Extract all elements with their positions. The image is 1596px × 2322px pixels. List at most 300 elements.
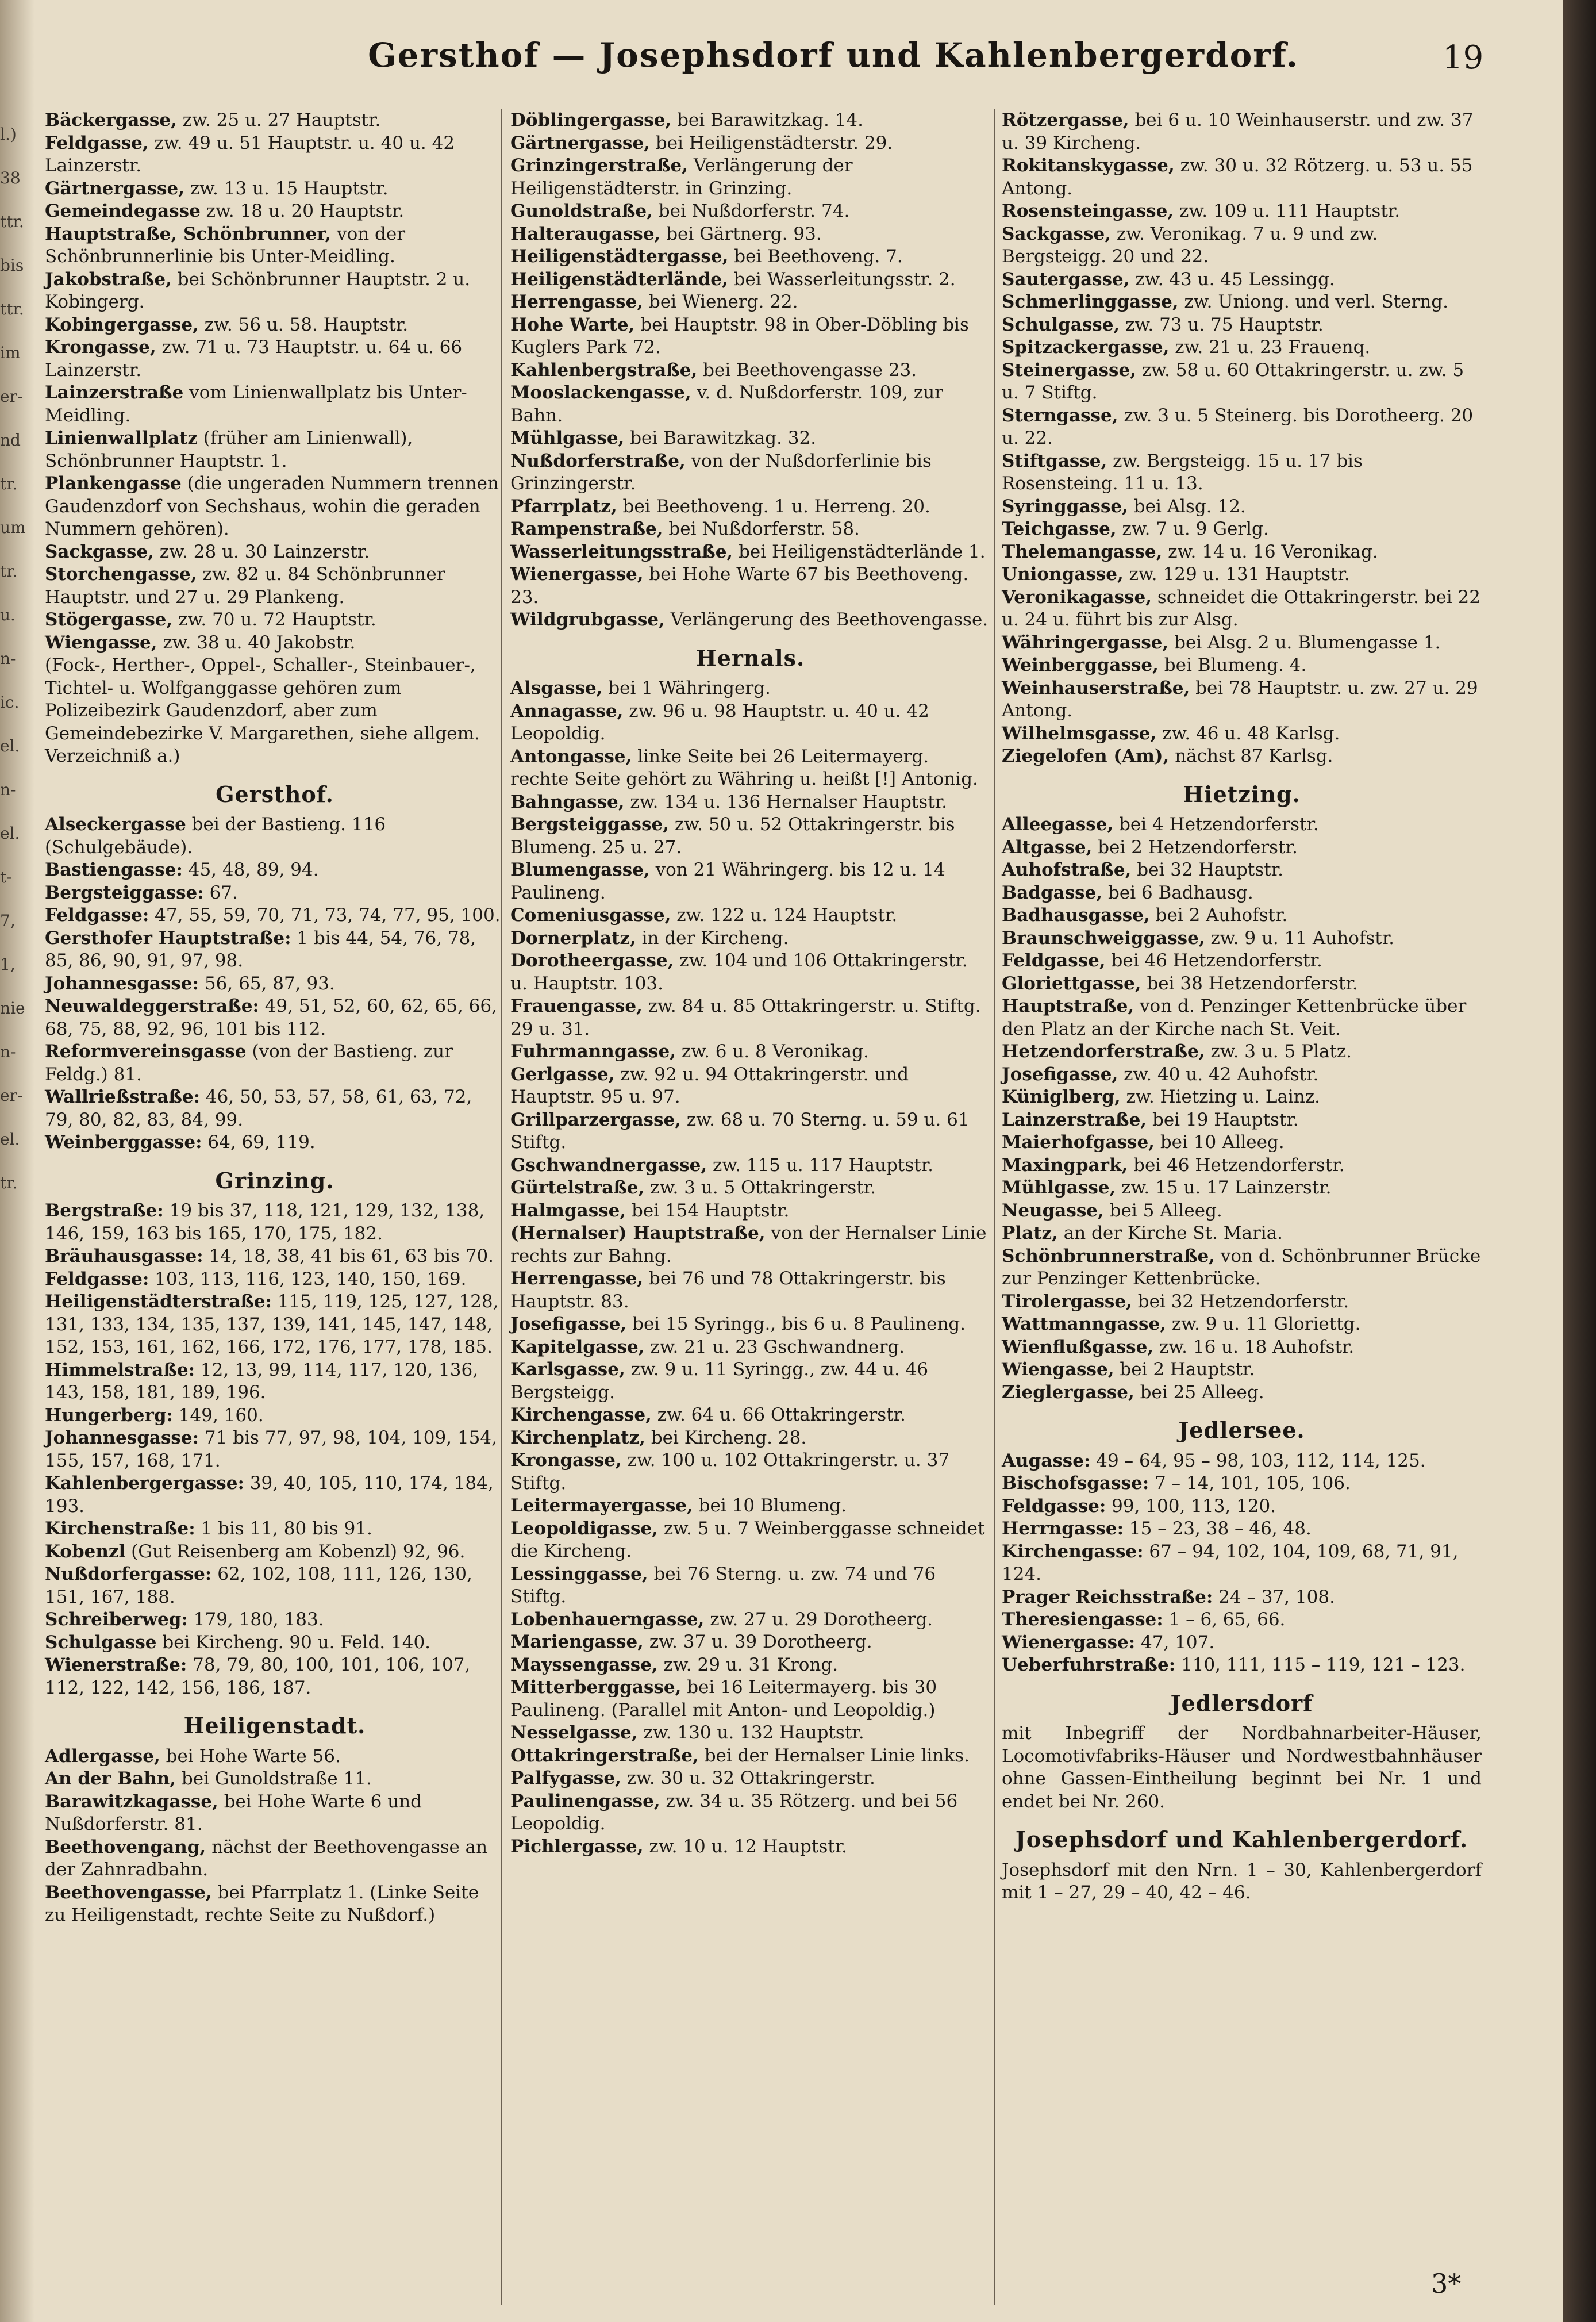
- street-location: zw. 40 u. 42 Auhofstr.: [1118, 1064, 1319, 1085]
- index-entry: [45, 178, 505, 201]
- street-name: Kapitelgasse,: [510, 1336, 645, 1357]
- street-location: zw. 96 u. 98 Hauptstr. u. 40 u. 42 Leopoldig.: [510, 700, 929, 744]
- street-location: bei Hauptstr. 98 in Ober-Döbling bis Kuglers Park 72.: [510, 314, 969, 358]
- street-location: zw. 3 u. 5 Ottakringerstr.: [644, 1177, 876, 1198]
- street-location: von der Schönbrunnerlinie bis Unter-Meidling.: [45, 223, 406, 267]
- street-name: Thelemangasse,: [1002, 541, 1163, 562]
- street-name: Feldgasse,: [45, 132, 149, 153]
- street-location: bei 5 Alleeg.: [1103, 1200, 1222, 1221]
- street-location: bei Heiligenstädterstr. 29.: [650, 132, 893, 153]
- street-name: Feldgasse:: [45, 905, 149, 926]
- street-location: 49 – 64, 95 – 98, 103, 112, 114, 125.: [1090, 1450, 1426, 1471]
- street-name: Kirchenplatz,: [510, 1427, 645, 1448]
- section-title-gersthof: Gersthof.: [216, 781, 334, 807]
- street-location: 47, 55, 59, 70, 71, 73, 74, 77, 95, 100.: [149, 905, 501, 926]
- street-name: Nußdorferstraße,: [510, 450, 686, 471]
- index-entry: [510, 1654, 990, 1677]
- index-entry: [45, 654, 505, 768]
- street-location: zw. 115 u. 117 Hauptstr.: [707, 1154, 933, 1176]
- index-entry: [1002, 1654, 1482, 1677]
- street-location: bei 4 Hetzendorferstr.: [1113, 814, 1319, 835]
- index-entry: [510, 791, 990, 814]
- street-name: Gschwandnergasse,: [510, 1154, 707, 1176]
- street-location: 78, 79, 80, 100, 101, 106, 107, 112, 122, 142, 156, 186, 187.: [45, 1655, 471, 1698]
- index-entry: [45, 314, 505, 337]
- index-entry: [510, 1518, 990, 1563]
- street-location: bei Kircheng. 28.: [645, 1427, 807, 1448]
- street-location: 12, 13, 99, 114, 117, 120, 136, 143, 158, 181, 189, 196.: [45, 1359, 479, 1403]
- street-location: zw. 5 u. 7 Weinberggasse schneidet die Kircheng.: [510, 1518, 985, 1561]
- street-name: Krongasse,: [510, 1450, 622, 1471]
- street-location: bei 2 Auhofstr.: [1149, 905, 1288, 926]
- street-location: zw. 82 u. 84 Schönbrunner Hauptstr. und 27 u. 29 Plankeng.: [45, 564, 445, 608]
- street-location: zw. 43 u. 45 Lessingg.: [1129, 268, 1335, 290]
- index-entry: [45, 1654, 505, 1699]
- index-entry: [45, 1291, 505, 1359]
- index-entry: [1002, 1450, 1482, 1473]
- street-name: Schulgasse: [45, 1632, 157, 1653]
- street-name: Kobenzl: [45, 1541, 126, 1562]
- street-location: zw. 7 u. 9 Gerlg.: [1116, 519, 1269, 539]
- street-name: Badhausgasse,: [1002, 905, 1150, 926]
- index-entry: [510, 1336, 990, 1359]
- index-entry: [45, 1268, 505, 1291]
- left-margin-fragments: [0, 125, 26, 1219]
- index-entry: [510, 200, 990, 223]
- street-name: Auhofstraße,: [1002, 859, 1132, 880]
- index-entry: [45, 973, 505, 996]
- index-entry: [1002, 541, 1482, 564]
- index-entry: [1002, 1586, 1482, 1609]
- street-name: Weinberggasse,: [1002, 655, 1159, 676]
- street-name: Maxingpark,: [1002, 1154, 1128, 1176]
- margin-fragment: el.: [0, 824, 20, 843]
- index-entry: [510, 268, 990, 291]
- index-entry: [510, 1722, 990, 1745]
- street-location: 24 – 37, 108.: [1213, 1586, 1335, 1607]
- index-entry: [45, 859, 505, 882]
- josephsdorf-text: Josephsdorf mit den Nrn. 1 – 30, Kahlenbergerdorf mit 1 – 27, 29 – 40, 42 – 46.: [1002, 1859, 1482, 1903]
- street-name: Mühlgasse,: [1002, 1177, 1116, 1198]
- index-entry: [1002, 1177, 1482, 1200]
- index-entry: [1002, 1131, 1482, 1154]
- street-location: bei Beethoveng. 7.: [728, 246, 903, 267]
- street-location: zw. 3 u. 5 Platz.: [1205, 1041, 1352, 1062]
- column-1: [45, 109, 505, 1927]
- margin-fragment: el.: [0, 1130, 20, 1149]
- street-location: zw. 30 u. 32 Ottakringerstr.: [621, 1768, 875, 1788]
- street-name: Wienerstraße:: [45, 1655, 187, 1675]
- margin-fragment: n-: [0, 1042, 16, 1061]
- index-entry: [510, 1427, 990, 1450]
- street-name: Feldgasse:: [1002, 1495, 1106, 1517]
- margin-fragment: tr.: [0, 474, 18, 493]
- index-entry: [1002, 1291, 1482, 1314]
- index-entry: [1002, 1245, 1482, 1291]
- street-location: zw. 9 u. 11 Syringg., zw. 44 u. 46 Bergsteigg.: [510, 1359, 929, 1403]
- index-entry: [1002, 336, 1482, 359]
- street-name: Heiligenstädterlände,: [510, 268, 728, 290]
- margin-fragment: er-: [0, 1086, 23, 1105]
- street-location: 39, 40, 105, 110, 174, 184, 193.: [45, 1473, 494, 1517]
- index-entry: [510, 1404, 990, 1427]
- street-name: Wiengasse,: [45, 632, 157, 653]
- street-location: von d. Penzinger Kettenbrücke über den Platz an der Kirche nach St. Veit.: [1002, 996, 1467, 1039]
- street-name: Alsgasse,: [510, 678, 603, 698]
- street-location: zw. 18 u. 20 Hauptstr.: [200, 201, 405, 221]
- index-entry: [510, 995, 990, 1041]
- street-name: An der Bahn,: [45, 1768, 176, 1789]
- street-name: Bahngasse,: [510, 791, 625, 812]
- street-location: zw. 27 u. 29 Dorotheerg.: [704, 1609, 933, 1630]
- street-name: Halteraugasse,: [510, 223, 661, 244]
- street-name: Bergsteiggasse:: [45, 882, 204, 903]
- street-name: Schulgasse,: [1002, 314, 1120, 335]
- street-location: bei Gunoldstraße 11.: [176, 1768, 372, 1789]
- street-name: Mayssengasse,: [510, 1654, 658, 1675]
- street-name: Veronikagasse,: [1002, 586, 1152, 608]
- index-entry: [45, 132, 505, 178]
- street-name: Gärtnergasse,: [45, 178, 184, 199]
- street-location: (die ungeraden Nummern trennen Gaudenzdorf von Sechshaus, wohin die geraden Nummern gehören).: [45, 473, 499, 539]
- index-entry: [1002, 1154, 1482, 1177]
- index-entry: [45, 473, 505, 541]
- street-location: bei 10 Blumeng.: [693, 1495, 847, 1516]
- section-title-josephsdorf: Josephsdorf und Kahlenbergerdorf.: [1015, 1826, 1468, 1852]
- street-name: Hohe Warte,: [510, 314, 635, 335]
- street-location: bei 1 Währingerg.: [602, 678, 771, 698]
- index-entry: [45, 1359, 505, 1404]
- street-name: Leopoldigasse,: [510, 1518, 658, 1539]
- section-title-jedlersee: Jedlersee.: [1178, 1417, 1305, 1443]
- street-location: 49, 51, 52, 60, 62, 65, 66, 68, 75, 88, 92, 96, 101 bis 112.: [45, 996, 497, 1039]
- street-location: v. d. Nußdorferstr. 109, zur Bahn.: [510, 382, 943, 426]
- street-name: Storchengasse,: [45, 564, 197, 585]
- street-location: zw. 6 u. 8 Veronikag.: [676, 1041, 869, 1062]
- index-entry: [510, 1495, 990, 1518]
- jedlersee-entries: [1002, 1450, 1482, 1677]
- street-name: Ueberfuhrstraße:: [1002, 1655, 1176, 1675]
- street-name: Tirolergasse,: [1002, 1291, 1132, 1312]
- gersthof-entries: [45, 813, 505, 1154]
- street-location: zw. 58 u. 60 Ottakringerstr. u. zw. 5 u. 7 Stiftg.: [1002, 359, 1464, 403]
- index-entry: [1002, 813, 1482, 836]
- street-name: Schönbrunnerstraße,: [1002, 1245, 1215, 1266]
- street-location: zw. 21 u. 23 Frauenq.: [1169, 337, 1371, 358]
- street-location: von d. Schönbrunner Brücke zur Penzinger Kettenbrücke.: [1002, 1245, 1481, 1289]
- street-location: 1 – 6, 65, 66.: [1163, 1609, 1286, 1630]
- index-entry: [45, 336, 505, 382]
- index-entry: [45, 1791, 505, 1836]
- street-name: Mühlgasse,: [510, 428, 625, 448]
- street-name: Wasserleitungsstraße,: [510, 541, 733, 562]
- index-entry: [1002, 1518, 1482, 1541]
- street-location: bei Wasserleitungsstr. 2.: [728, 268, 956, 290]
- street-name: Weinhauserstraße,: [1002, 677, 1190, 698]
- street-name: Mitterberggasse,: [510, 1677, 682, 1698]
- street-name: Lobenhauerngasse,: [510, 1609, 705, 1630]
- street-location: zw. 10 u. 12 Hauptstr.: [643, 1836, 847, 1857]
- street-location: bei 32 Hetzendorferstr.: [1132, 1291, 1349, 1312]
- street-location: bei 16 Leitermayerg. bis 30 Paulineng. (Parallel mit Anton- und Leopoldig.): [510, 1677, 937, 1721]
- street-name: Wienflußgasse,: [1002, 1336, 1154, 1357]
- margin-fragment: n-: [0, 649, 16, 668]
- index-entry: [510, 1836, 990, 1859]
- margin-fragment: um: [0, 518, 26, 537]
- street-location: zw. 129 u. 131 Hauptstr.: [1123, 564, 1350, 585]
- street-location: 47, 107.: [1135, 1632, 1215, 1653]
- index-entry: [45, 1245, 505, 1268]
- index-entry: [45, 1882, 505, 1927]
- margin-fragment: l.): [0, 125, 17, 144]
- index-entry: [45, 904, 505, 927]
- street-name: Bäckergasse,: [45, 110, 177, 131]
- index-entry: [510, 1041, 990, 1064]
- street-name: Pfarrplatz,: [510, 496, 617, 517]
- street-name: Adlergasse,: [45, 1745, 160, 1767]
- index-entry: [1002, 1222, 1482, 1245]
- street-location: zw. 71 u. 73 Hauptstr. u. 64 u. 66 Lainzerstr.: [45, 337, 463, 381]
- index-entry: [510, 109, 990, 132]
- street-location: zw. 21 u. 23 Gschwandnerg.: [644, 1336, 905, 1357]
- index-entry: [510, 314, 990, 359]
- index-entry: [45, 1745, 505, 1768]
- index-entry: [1002, 745, 1482, 768]
- index-entry: [510, 1268, 990, 1313]
- index-entry: [1002, 1472, 1482, 1495]
- street-location: (Gut Reisenberg am Kobenzl) 92, 96.: [125, 1541, 466, 1562]
- index-entry: [1002, 359, 1482, 405]
- street-location: (früher am Linienwall), Schönbrunner Hauptstr. 1.: [45, 428, 413, 471]
- street-name: Krongasse,: [45, 337, 156, 358]
- street-name: Mariengasse,: [510, 1632, 644, 1652]
- street-name: Herrengasse,: [510, 1268, 644, 1289]
- street-name: Steinergasse,: [1002, 359, 1136, 381]
- index-entry: [510, 223, 990, 246]
- index-entry: [1002, 155, 1482, 200]
- index-entry: [510, 291, 990, 314]
- street-location: zw. 100 u. 102 Ottakringerstr. u. 37 Stiftg.: [510, 1450, 950, 1494]
- margin-fragment: el.: [0, 736, 20, 755]
- index-entry: [510, 609, 990, 632]
- street-location: zw. 64 u. 66 Ottakringerstr.: [651, 1404, 906, 1425]
- index-entry: [510, 450, 990, 496]
- index-entry: [510, 1745, 990, 1768]
- column-2: [510, 109, 990, 1858]
- street-location: bei 78 Hauptstr. u. zw. 27 u. 29 Antong.: [1002, 677, 1478, 721]
- index-entry: [1002, 200, 1482, 223]
- street-location: zw. 104 und 106 Ottakringerstr. u. Hauptstr. 103.: [510, 950, 968, 994]
- street-location: bei 76 und 78 Ottakringerstr. bis Hauptstr. 83.: [510, 1268, 946, 1312]
- margin-fragment: ic.: [0, 693, 20, 712]
- street-location: bei Alsg. 12.: [1128, 496, 1246, 517]
- index-entry: [45, 1609, 505, 1632]
- column-3: [1002, 109, 1482, 1905]
- street-name: Gerlgasse,: [510, 1064, 615, 1085]
- margin-fragment: nie: [0, 999, 25, 1018]
- index-entry: [45, 541, 505, 564]
- street-location: bei 76 Sterng. u. zw. 74 und 76 Stiftg.: [510, 1563, 936, 1607]
- street-name: Rokitanskygasse,: [1002, 155, 1175, 176]
- index-entry: [45, 1472, 505, 1518]
- street-location: 110, 111, 115 – 119, 121 – 123.: [1175, 1655, 1466, 1675]
- index-entry: [45, 268, 505, 314]
- street-location: 115, 119, 125, 127, 128, 131, 133, 134, 135, 137, 139, 141, 145, 147, 148, 152, 153, 161, 162, 166, 172, 176, 177, 178, 185.: [45, 1291, 499, 1357]
- index-entry: [45, 1541, 505, 1564]
- index-entry: [45, 1086, 505, 1131]
- street-location: 99, 100, 113, 120.: [1106, 1495, 1276, 1517]
- street-name: Jakobstraße,: [45, 268, 172, 290]
- margin-fragment: u.: [0, 605, 16, 624]
- index-entry: [510, 1154, 990, 1177]
- street-location: zw. 16 u. 18 Auhofstr.: [1153, 1336, 1355, 1357]
- street-name: Bergstraße:: [45, 1200, 164, 1221]
- index-entry: [1002, 677, 1482, 723]
- index-entry: [510, 950, 990, 995]
- street-location: 45, 48, 89, 94.: [182, 859, 319, 880]
- street-location: zw. Hietzing u. Lainz.: [1120, 1087, 1321, 1107]
- street-location: 15 – 23, 38 – 46, 48.: [1124, 1518, 1312, 1539]
- street-location: zw. Bergsteigg. 15 u. 17 bis Rosensteing. 11 u. 13.: [1002, 450, 1363, 494]
- street-location: schneidet die Ottakringerstr. bei 22 u. 24 u. führt bis zur Alsg.: [1002, 586, 1480, 630]
- street-name: Rosensteingasse,: [1002, 201, 1174, 221]
- margin-fragment: im: [0, 343, 21, 362]
- street-location: bei 6 u. 10 Weinhauserstr. und zw. 37 u. 39 Kircheng.: [1002, 110, 1474, 153]
- index-entry: [510, 1609, 990, 1632]
- street-name: Gunoldstraße,: [510, 201, 653, 221]
- street-location: zw. 38 u. 40 Jakobstr.: [157, 632, 356, 653]
- index-entry: [510, 1790, 990, 1836]
- section-title-hietzing: Hietzing.: [1183, 781, 1301, 807]
- street-name: Annagasse,: [510, 700, 624, 721]
- street-location: 7 – 14, 101, 105, 106.: [1149, 1473, 1351, 1494]
- margin-fragment: nd: [0, 431, 21, 450]
- index-entry: [1002, 973, 1482, 996]
- index-entry: [510, 132, 990, 155]
- index-entry: [510, 1563, 990, 1609]
- section-title-hernals: Hernals.: [695, 644, 805, 671]
- index-entry: [45, 427, 505, 473]
- index-entry: [1002, 859, 1482, 882]
- street-name: Ottakringerstraße,: [510, 1745, 699, 1766]
- margin-fragment: bis: [0, 256, 24, 275]
- index-entry: [1002, 950, 1482, 973]
- index-entry: [45, 223, 505, 268]
- street-name: Wattmanngasse,: [1002, 1314, 1166, 1334]
- street-name: Beethovengasse,: [45, 1882, 212, 1903]
- street-location: 14, 18, 38, 41 bis 61, 63 bis 70.: [203, 1246, 494, 1266]
- street-name: Stiftgasse,: [1002, 450, 1107, 471]
- street-name: Wiengasse,: [1002, 1359, 1114, 1380]
- street-name: Grillparzergasse,: [510, 1109, 682, 1130]
- street-location: bei Barawitzkag. 14.: [671, 110, 863, 131]
- street-name: Schmerlinggasse,: [1002, 291, 1179, 312]
- street-name: Johannesgasse:: [45, 1427, 199, 1448]
- margin-fragment: tr.: [0, 1173, 18, 1192]
- street-name: Comeniusgasse,: [510, 905, 671, 926]
- street-location: bei Barawitzkag. 32.: [624, 428, 817, 448]
- index-entry: [1002, 518, 1482, 541]
- index-entry: [1002, 1064, 1482, 1087]
- index-entry: [45, 109, 505, 132]
- hernals-entries: [510, 677, 990, 1858]
- street-name: Gärtnergasse,: [510, 132, 650, 153]
- street-location: bei der Hernalser Linie links.: [698, 1745, 970, 1766]
- street-name: (Hernalser) Hauptstraße,: [510, 1223, 766, 1243]
- street-location: 64, 69, 119.: [202, 1132, 316, 1153]
- street-name: Theresiengasse:: [1002, 1609, 1163, 1630]
- street-location: zw. 122 u. 124 Hauptstr.: [671, 905, 898, 926]
- street-location: zw. 84 u. 85 Ottakringerstr. u. Stiftg. 29 u. 31.: [510, 996, 981, 1039]
- index-entry: [510, 927, 990, 950]
- street-name: Weinberggasse:: [45, 1132, 202, 1153]
- street-name: Zieglergasse,: [1002, 1381, 1134, 1403]
- index-entry: [510, 155, 990, 200]
- street-name: Dornerplatz,: [510, 927, 636, 949]
- index-entry: [45, 632, 505, 655]
- street-location: zw. 49 u. 51 Hauptstr. u. 40 u. 42 Lainzerstr.: [45, 132, 455, 176]
- index-entry: [45, 927, 505, 973]
- street-name: Nußdorfergasse:: [45, 1564, 212, 1584]
- margin-fragment: tr.: [0, 562, 18, 581]
- street-location: bei Beethoveng. 1 u. Herreng. 20.: [617, 496, 930, 517]
- street-name: Antongasse,: [510, 746, 632, 767]
- street-name: Platz,: [1002, 1223, 1058, 1243]
- index-entry: [1002, 1495, 1482, 1518]
- index-entry: [510, 245, 990, 268]
- street-name: Rampenstraße,: [510, 519, 663, 539]
- street-location: 149, 160.: [172, 1404, 264, 1426]
- street-location: bei Wienerg. 22.: [643, 291, 798, 312]
- column-divider: [994, 109, 995, 2305]
- street-name: Lessinggasse,: [510, 1563, 648, 1584]
- street-name: Himmelstraße:: [45, 1359, 195, 1380]
- index-entry: [1002, 723, 1482, 746]
- street-name: Dorotheergasse,: [510, 950, 674, 971]
- street-location: linke Seite bei 26 Leitermayerg. rechte Seite gehört zu Währing u. heißt [!] Antonig.: [510, 746, 978, 789]
- index-entry: [510, 677, 990, 700]
- index-entry: [1002, 927, 1482, 950]
- index-entry: [1002, 1358, 1482, 1381]
- page-number: 19: [1443, 39, 1484, 76]
- margin-fragment: 1,: [0, 955, 16, 974]
- street-name: Teichgasse,: [1002, 519, 1117, 539]
- index-entry: [1002, 314, 1482, 337]
- street-location: bei Hohe Warte 6 und Nußdorferstr. 81.: [45, 1791, 422, 1834]
- index-entry: [1002, 1041, 1482, 1064]
- index-entry: [1002, 586, 1482, 632]
- street-name: Bastiengasse:: [45, 859, 183, 880]
- street-location: zw. 130 u. 132 Hauptstr.: [637, 1722, 864, 1743]
- street-location: zw. 13 u. 15 Hauptstr.: [184, 178, 389, 199]
- street-name: Mooslackengasse,: [510, 382, 691, 403]
- street-name: Wildgrubgasse,: [510, 609, 665, 630]
- index-entry: [510, 1109, 990, 1154]
- index-entry: [510, 359, 990, 382]
- margin-fragment: ttr.: [0, 300, 24, 318]
- street-location: von der Hernalser Linie rechts zur Bahng.: [510, 1223, 987, 1266]
- street-name: Bräuhausgasse:: [45, 1246, 203, 1266]
- gaudenzdorf-entries: [45, 109, 505, 768]
- street-location: zw. 15 u. 17 Lainzerstr.: [1116, 1177, 1332, 1198]
- page-title: Gersthof — Josephsdorf und Kahlenbergerdorf.: [368, 36, 1299, 75]
- section-title-jedlersdorf: Jedlersdorf: [1170, 1690, 1313, 1716]
- index-entry: [510, 700, 990, 746]
- street-name: Pichlergasse,: [510, 1836, 644, 1857]
- index-entry: [45, 382, 505, 427]
- street-location: zw. 9 u. 11 Auhofstr.: [1205, 927, 1394, 949]
- index-entry: [1002, 904, 1482, 927]
